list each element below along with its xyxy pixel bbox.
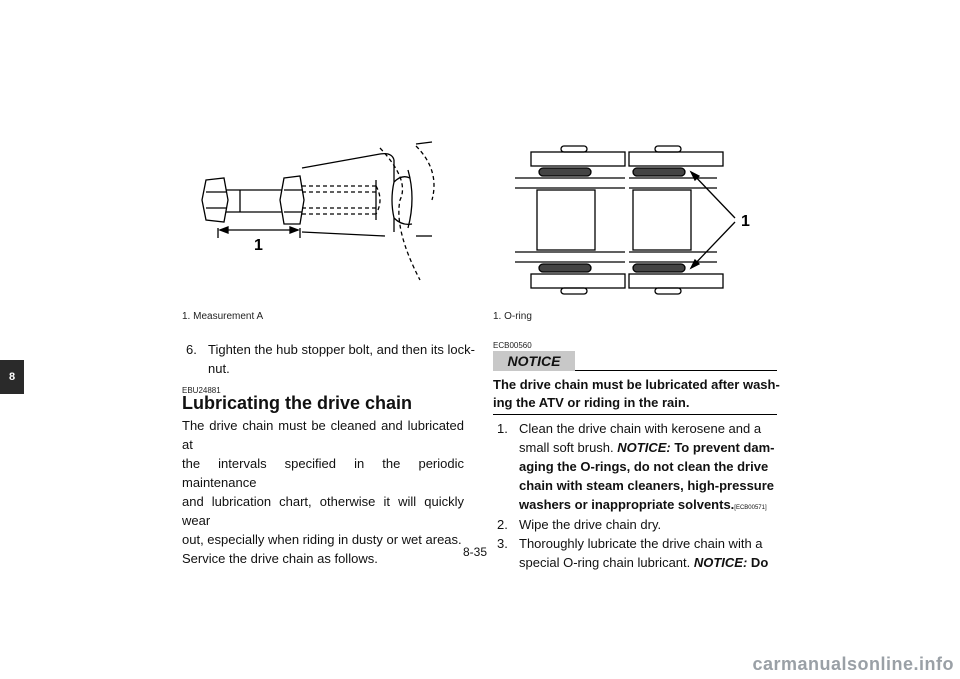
measurement-callout: 1	[254, 237, 263, 254]
o-ring-callout: 1	[741, 213, 750, 230]
step-1	[497, 419, 779, 515]
step-number: 3.	[497, 536, 508, 551]
inline-notice: NOTICE:	[617, 440, 671, 455]
notice-code: ECB00560	[493, 341, 532, 350]
paragraph-line: Service the drive chain as follows.	[182, 551, 378, 566]
step-text-line	[519, 438, 777, 457]
step-text-line: aging the O-rings, do not clean the drive	[519, 459, 769, 474]
notice-rule	[575, 370, 777, 371]
section-heading: Lubricating the drive chain	[182, 393, 413, 413]
figure-caption-left: 1. Measurement A	[182, 311, 264, 322]
step-text: To prevent dam-	[670, 440, 775, 455]
step-number: 6.	[186, 342, 197, 357]
inline-notice: NOTICE:	[693, 555, 748, 570]
step-body	[519, 534, 777, 572]
chapter-tab: 8	[0, 360, 24, 394]
reference-code: [ECB00571]	[734, 505, 767, 511]
o-ring-chain-figure	[505, 140, 775, 300]
step-text-line: chain with steam cleaners, high-pressure	[519, 478, 775, 493]
step-text-line: Tighten the hub stopper bolt, and then its lock-	[208, 342, 475, 357]
page-number: 8-35	[463, 545, 488, 559]
paragraph-line: The drive chain must be cleaned and lubricated at	[182, 418, 464, 452]
section-paragraph	[182, 416, 464, 568]
step-2	[497, 515, 779, 534]
step-text-line: Clean the drive chain with kerosene and a	[519, 421, 762, 436]
notice-bottom-rule	[493, 414, 777, 415]
step-text: special O-ring chain lubricant.	[519, 555, 694, 570]
measurement-a-figure	[180, 140, 440, 300]
figure-caption-right: 1. O-ring	[493, 311, 532, 322]
step-number: 1.	[497, 421, 508, 436]
step-text-line	[519, 553, 777, 572]
paragraph-line: the intervals specified in the periodic maintenance	[182, 456, 464, 490]
step-3	[497, 534, 779, 572]
section-code: EBU24881	[182, 386, 221, 395]
notice-label: NOTICE	[493, 351, 575, 371]
step-text: Do	[747, 555, 769, 570]
step-text-line: Wipe the drive chain dry.	[519, 517, 662, 532]
step-body	[519, 419, 777, 518]
step-text: washers or inappropriate solvents.	[519, 497, 735, 512]
notice-text	[493, 376, 780, 412]
paragraph-line: and lubrication chart, otherwise it will quickly wear	[182, 494, 464, 528]
paragraph-line: out, especially when riding in dusty or wet areas.	[182, 532, 462, 547]
notice-line: The drive chain must be lubricated after wash-	[493, 377, 780, 392]
step-text-line: nut.	[208, 361, 230, 376]
step-text-line: Thoroughly lubricate the drive chain with a	[519, 536, 763, 551]
notice-line: ing the ATV or riding in the rain.	[493, 395, 690, 410]
step-6	[186, 340, 475, 380]
step-text: small soft brush.	[519, 440, 618, 455]
watermark: carmanualsonline.info	[752, 654, 954, 674]
step-number: 2.	[497, 517, 508, 532]
